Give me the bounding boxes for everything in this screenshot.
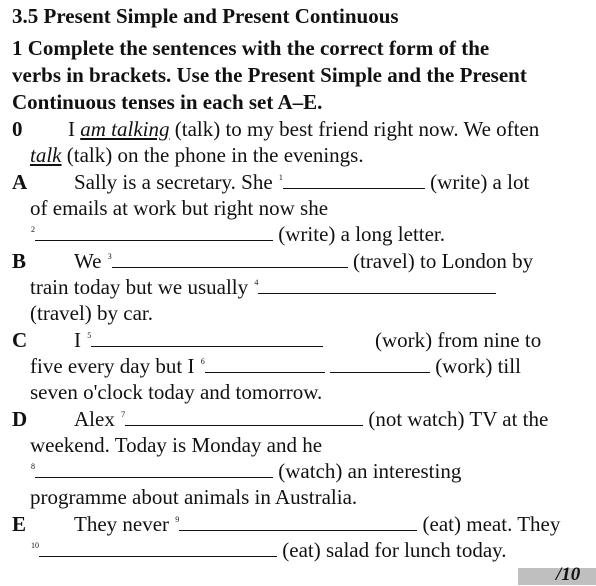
item-text: Sally is a secretary. She — [74, 170, 278, 194]
item-a-line-1 — [74, 170, 529, 195]
example-line-1 — [68, 117, 539, 142]
item-label-e: E — [12, 512, 27, 536]
example-answer-1: am talking — [80, 117, 170, 141]
item-text: (not watch) TV at the — [363, 407, 549, 431]
item-label-b: B — [12, 249, 27, 273]
gap-9-blank[interactable] — [179, 512, 417, 531]
item-c-line-2 — [30, 354, 521, 379]
gap-1-blank[interactable] — [283, 170, 425, 189]
gap-7-blank[interactable] — [125, 407, 363, 426]
item-a-line-3 — [30, 222, 445, 247]
gap-3-blank[interactable] — [112, 249, 348, 268]
item-label-a: A — [12, 170, 28, 194]
item-text: (write) a long letter. — [273, 222, 446, 246]
item-text: Alex — [74, 407, 121, 431]
gap-number: 8 — [31, 462, 35, 471]
item-text: (work) till — [429, 354, 521, 378]
item-text: (watch) an interesting — [273, 459, 462, 483]
score-total: /10 — [556, 564, 581, 585]
instruction-line-1: 1 Complete the sentences with the correct form of the — [12, 36, 490, 60]
gap-number: 6 — [200, 357, 205, 366]
item-d-line-2: weekend. Today is Monday and he — [30, 433, 323, 457]
instruction-line-2: verbs in brackets. Use the Present Simple and the Present — [12, 63, 527, 87]
item-e-line-1 — [74, 512, 560, 537]
item-c-line-1 — [74, 328, 323, 353]
item-b-line-3: (travel) by car. — [30, 301, 154, 325]
gap-number: 7 — [121, 410, 126, 419]
gap-number: 5 — [87, 331, 92, 340]
section-title: 3.5 Present Simple and Present Continuous — [12, 4, 399, 28]
item-c-line-1-end: (work) from nine to — [375, 328, 542, 352]
item-text: (eat) salad for lunch today. — [277, 538, 507, 562]
gap-8-blank[interactable] — [35, 459, 273, 478]
gap-6-blank[interactable] — [205, 354, 325, 373]
item-text: I — [74, 328, 87, 352]
item-text: We — [74, 249, 107, 273]
item-text: They never — [74, 512, 175, 536]
gap-4-blank[interactable] — [258, 275, 496, 294]
gap-2-blank[interactable] — [35, 222, 273, 241]
item-text: train today but we usually — [30, 275, 254, 299]
item-c-line-3: seven o'clock today and tomorrow. — [30, 380, 323, 404]
instruction-line-3: Continuous tenses in each set A–E. — [12, 90, 323, 114]
item-text: (eat) meat. They — [417, 512, 561, 536]
gap-number: 4 — [254, 278, 259, 287]
example-text: I — [68, 117, 81, 141]
gap-5-blank[interactable] — [91, 328, 323, 347]
item-b-line-2 — [30, 275, 496, 300]
gap-number: 9 — [175, 515, 180, 524]
item-text: (write) a lot — [424, 170, 530, 194]
item-a-line-2: of emails at work but right now she — [30, 196, 329, 220]
item-d-line-3 — [30, 459, 461, 484]
example-answer-2: talk — [30, 143, 62, 167]
gap-number: 2 — [31, 225, 35, 234]
item-label-d: D — [12, 407, 28, 431]
item-e-line-2 — [30, 538, 507, 563]
gap-number: 3 — [107, 252, 112, 261]
item-d-line-1 — [74, 407, 548, 432]
item-b-line-1 — [74, 249, 533, 274]
gap-6-blank-extra[interactable] — [330, 354, 430, 373]
item-text: (travel) to London by — [347, 249, 534, 273]
item-d-line-4: programme about animals in Australia. — [30, 485, 358, 509]
example-text: (talk) to my best friend right now. We often — [169, 117, 540, 141]
gap-10-blank[interactable] — [39, 538, 277, 557]
item-text: five every day but I — [30, 354, 200, 378]
item-label-0: 0 — [12, 117, 23, 141]
gap-number: 10 — [31, 541, 39, 550]
item-label-c: C — [12, 328, 28, 352]
gap-number: 1 — [278, 173, 283, 182]
example-text: (talk) on the phone in the evenings. — [61, 143, 364, 167]
example-line-2 — [30, 143, 364, 168]
